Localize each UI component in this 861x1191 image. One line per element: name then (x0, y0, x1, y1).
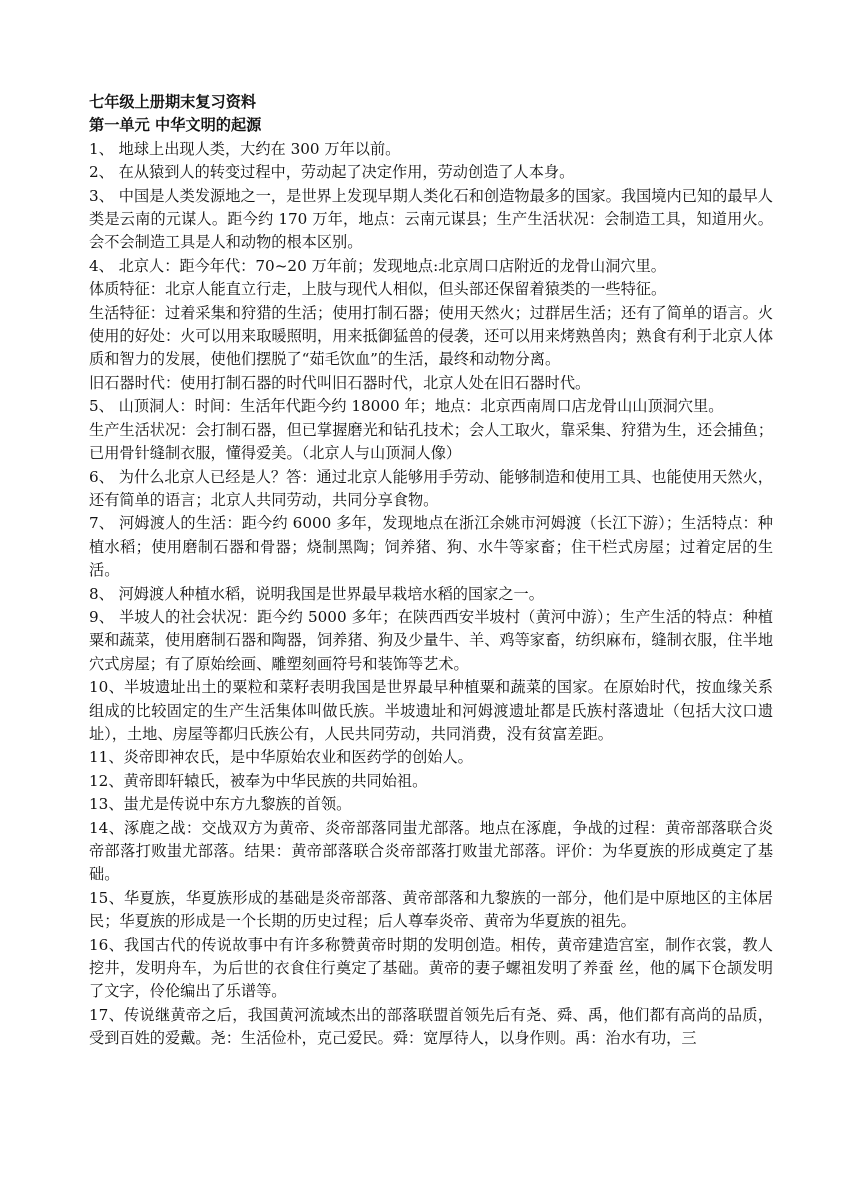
paragraph: 6、 为什么北京人已经是人？答：通过北京人能够用手劳动、能够制造和使用工具、也能使用天然火，还有简单的语言；北京人共同劳动，共同分享食物。 (89, 467, 773, 509)
paragraph: 14、涿鹿之战：交战双方为黄帝、炎帝部落同蚩尤部落。地点在涿鹿，争战的过程：黄帝部落联合炎帝部落打败蚩尤部落。结果：黄帝部落联合炎帝部落打败蚩尤部落。评价：为华夏族的形成奠定了基础。 (89, 818, 773, 884)
paragraph: 1、 地球上出现人类，大约在 300 万年以前。 (89, 139, 401, 158)
paragraph: 体质特征：北京人能直立行走，上肢与现代人相似，但头部还保留着猿类的一些特征。 (89, 280, 667, 299)
document-title: 七年级上册期末复习资料 (89, 93, 257, 111)
paragraph: 9、 半坡人的社会状况：距今约 5000 多年；在陕西西安半坡村（黄河中游）；生产生活的特点：种植粟和蔬菜，使用磨制石器和陶器，饲养猪、狗及少量牛、羊、鸡等家畜，纺织麻布，缝制衣服，住半地穴式房屋；有了原始绘画、雕塑刻画符号和装饰等艺术。 (89, 607, 773, 673)
paragraph: 5、 山顶洞人：时间：生活年代距今约 18000 年；地点：北京西南周口店龙骨山山顶洞穴里。 (89, 397, 724, 416)
paragraph: 13、蚩尤是传说中东方九黎族的首领。 (89, 795, 352, 814)
paragraph: 生活特征：过着采集和狩猎的生活；使用打制石器；使用天然火；过群居生活；还有了简单的语言。火使用的好处：火可以用来取暖照明，用来抵御猛兽的侵袭，还可以用来烤熟兽肉；熟食有利于北京人体质和智力的发展，使他们摆脱了“茹毛饮血”的生活，最终和动物分离。 (89, 303, 773, 369)
paragraph: 7、 河姆渡人的生活：距今约 6000 多年，发现地点在浙江余姚市河姆渡（长江下游）；生活特点：种植水稻；使用磨制石器和骨器；烧制黑陶；饲养猪、狗、水牛等家畜；住干栏式房屋；过着定居的生活。 (89, 514, 773, 580)
unit-heading: 第一单元 中华文明的起源 (89, 116, 262, 135)
paragraph: 16、我国古代的传说故事中有许多称赞黄帝时期的发明创造。相传，黄帝建造宫室，制作衣裳，教人挖井，发明舟车，为后世的衣食住行奠定了基础。黄帝的妻子螺祖发明了养蚕 丝，他的属下仓颉发明了文字，伶伦编出了乐谱等。 (89, 935, 773, 1001)
paragraph: 11、炎帝即神农氏，是中华原始农业和医药学的创始人。 (89, 748, 473, 767)
paragraph: 12、黄帝即轩辕氏，被奉为中华民族的共同始祖。 (89, 771, 428, 790)
paragraph: 2、 在从猿到人的转变过程中，劳动起了决定作用，劳动创造了人本身。 (89, 163, 575, 182)
paragraph: 3、 中国是人类发源地之一，是世界上发现早期人类化石和创造物最多的国家。我国境内已知的最早人类是云南的元谋人。距今约 170 万年，地点：云南元谋县；生产生活状况：会制造工具，知道用火。会不会制造工具是人和动物的根本区别。 (89, 186, 773, 252)
paragraph: 4、 北京人：距今年代：70~20 万年前；发现地点:北京周口店附近的龙骨山洞穴里。 (89, 256, 666, 275)
paragraph: 10、半坡遗址出土的粟粒和菜籽表明我国是世界最早种植粟和蔬菜的国家。在原始时代，按血缘关系组成的比较固定的生产生活集体叫做氏族。半坡遗址和河姆渡遗址都是氏族村落遗址（包括大汶口遗址），土地、房屋等都归氏族公有，人民共同劳动，共同消费，没有贫富差距。 (89, 678, 773, 743)
paragraph: 15、华夏族，华夏族形成的基础是炎帝部落、黄帝部落和九黎族的一部分，他们是中原地区的主体居民；华夏族的形成是一个长期的历史过程；后人尊奉炎帝、黄帝为华夏族的祖先。 (89, 888, 773, 931)
paragraph: 17、传说继黄帝之后，我国黄河流域杰出的部落联盟首领先后有尧、舜、禹，他们都有高尚的品质，受到百姓的爱戴。尧：生活俭朴，克己爱民。舜：宽厚待人，以身作则。禹：治水有功，三 (89, 1005, 773, 1048)
paragraph: 生产生活状况：会打制石器，但已掌握磨光和钻孔技术；会人工取火，靠采集、狩猎为生，还会捕鱼；已用骨针缝制衣服，懂得爱美。（北京人与山顶洞人像） (89, 420, 773, 463)
paragraph: 8、 河姆渡人种植水稻，说明我国是世界最早栽培水稻的国家之一。 (89, 584, 544, 603)
paragraph: 旧石器时代：使用打制石器的时代叫旧石器时代，北京人处在旧石器时代。 (89, 373, 591, 392)
document-body (89, 91, 773, 1051)
